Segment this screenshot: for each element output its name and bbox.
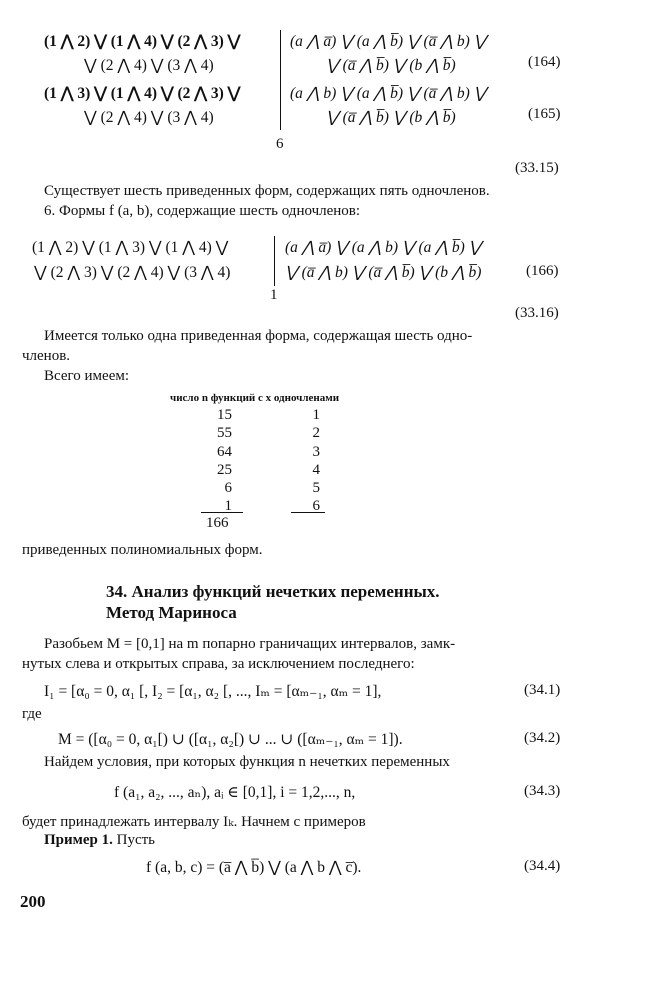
paragraph-line: Разобьем M = [0,1] на m попарно граничащих интервалов, замк- [44, 636, 456, 652]
paragraph-line: где [22, 706, 42, 722]
formula-166-left-line2: ⋁ (2 ⋀ 3) ⋁ (2 ⋀ 4) ⋁ (3 ⋀ 4) [34, 264, 231, 281]
paragraph-line: Существует шесть приведенных форм, содержащих пять одночленов. [44, 183, 490, 199]
formula-164-right-line1: (a ⋀ a̅) ⋁ (a ⋀ b̅) ⋁ (a̅ ⋀ b) ⋁ [290, 33, 487, 50]
table-cell: 2 [312, 425, 320, 442]
formula-165-left-line1: (1 ⋀ 3) ⋁ (1 ⋀ 4) ⋁ (2 ⋀ 3) ⋁ [44, 85, 241, 102]
table-cell: 5 [312, 480, 320, 497]
formula-165-left-line2: ⋁ (2 ⋀ 4) ⋁ (3 ⋀ 4) [84, 109, 214, 126]
equation-number: (33.16) [515, 305, 559, 321]
paragraph-line: 6. Формы f (a, b), содержащие шесть одночленов: [44, 203, 361, 219]
table-cell: 64 [217, 443, 232, 460]
table-cell: 3 [312, 443, 320, 460]
paragraph-line: нутых слева и открытых справа, за исключением последнего: [22, 656, 415, 672]
equation-number: (33.15) [515, 160, 559, 176]
table-cell: 15 [217, 407, 232, 423]
equation-34-4: f (a, b, c) = (a̅ ⋀ b̅) ⋁ (a ⋀ b ⋀ c̅). [146, 859, 362, 876]
paragraph-line: членов. [22, 348, 71, 364]
table-column-x [300, 406, 320, 516]
example-label: Пример 1. [44, 832, 113, 848]
count-label: 6 [276, 136, 284, 152]
equation-34-1: I₁ = [α₀ = 0, α₁ [, I₂ = [α₁, α₂ [, ..., Iₘ = [αₘ₋₁, αₘ = 1], [44, 683, 382, 700]
table-cell: 4 [312, 461, 320, 478]
equation-number-164: (164) [528, 54, 561, 70]
paragraph-line: приведенных полиномиальных форм. [22, 542, 263, 558]
equation-number: (34.4) [524, 858, 561, 874]
table-total: 166 [206, 515, 229, 531]
section-heading: Метод Мариноса [106, 603, 237, 622]
formula-165-right-line2: ⋁ (a̅ ⋀ b̅) ⋁ (b ⋀ b̅) [326, 109, 456, 126]
equation-number: (34.2) [524, 730, 561, 746]
table-cell: 1 [224, 498, 232, 515]
table-cell: 6 [312, 498, 320, 515]
table-cell: 1 [312, 407, 320, 423]
paragraph-line: Имеется только одна приведенная форма, содержащая шесть одно- [44, 328, 473, 344]
formula-164-left-line2: ⋁ (2 ⋀ 4) ⋁ (3 ⋀ 4) [84, 57, 214, 74]
section-heading: 34. Анализ функций нечетких переменных. [106, 582, 440, 601]
paragraph-line: Найдем условия, при которых функция n нечетких переменных [44, 754, 450, 770]
formula-165-right-line1: (a ⋀ b) ⋁ (a ⋀ b̅) ⋁ (a̅ ⋀ b) ⋁ [290, 85, 487, 102]
example-line [44, 832, 155, 849]
formula-166-left-line1: (1 ⋀ 2) ⋁ (1 ⋀ 3) ⋁ (1 ⋀ 4) ⋁ [32, 239, 229, 256]
table-cell: 25 [217, 461, 232, 478]
equation-number-165: (165) [528, 106, 561, 122]
table-cell: 6 [224, 480, 232, 497]
table-cell: 55 [217, 425, 232, 442]
table-rule [291, 512, 325, 513]
vertical-separator [280, 30, 281, 130]
paragraph-line: будет принадлежать интервалу Iₖ. Начнем с примеров [22, 814, 366, 830]
formula-166-right-line2: ⋁ (a̅ ⋀ b) ⋁ (a̅ ⋀ b̅) ⋁ (b ⋀ b̅) [285, 264, 482, 281]
paragraph-line: Всего имеем: [44, 368, 130, 384]
table-column-n [204, 406, 232, 516]
equation-34-3: f (a₁, a₂, ..., aₙ), aᵢ ∈ [0,1], i = 1,2,..., n, [114, 784, 356, 801]
table-header: число n функций с x одночленами [170, 392, 340, 404]
example-text: Пусть [116, 832, 156, 848]
count-label: 1 [270, 287, 278, 303]
formula-164-right-line2: ⋁ (a̅ ⋀ b̅) ⋁ (b ⋀ b̅) [326, 57, 456, 74]
equation-number-166: (166) [526, 263, 559, 279]
formula-166-right-line1: (a ⋀ a̅) ⋁ (a ⋀ b) ⋁ (a ⋀ b̅) ⋁ [285, 239, 482, 256]
page-number: 200 [20, 892, 46, 911]
vertical-separator [274, 236, 275, 286]
formula-164-left-line1: (1 ⋀ 2) ⋁ (1 ⋀ 4) ⋁ (2 ⋀ 3) ⋁ [44, 33, 241, 50]
equation-number: (34.3) [524, 783, 561, 799]
equation-34-2: M = ([α₀ = 0, α₁[) ∪ ([α₁, α₂[) ∪ ... ∪ ([αₘ₋₁, αₘ = 1]). [58, 731, 403, 748]
table-rule [201, 512, 243, 513]
equation-number: (34.1) [524, 682, 561, 698]
